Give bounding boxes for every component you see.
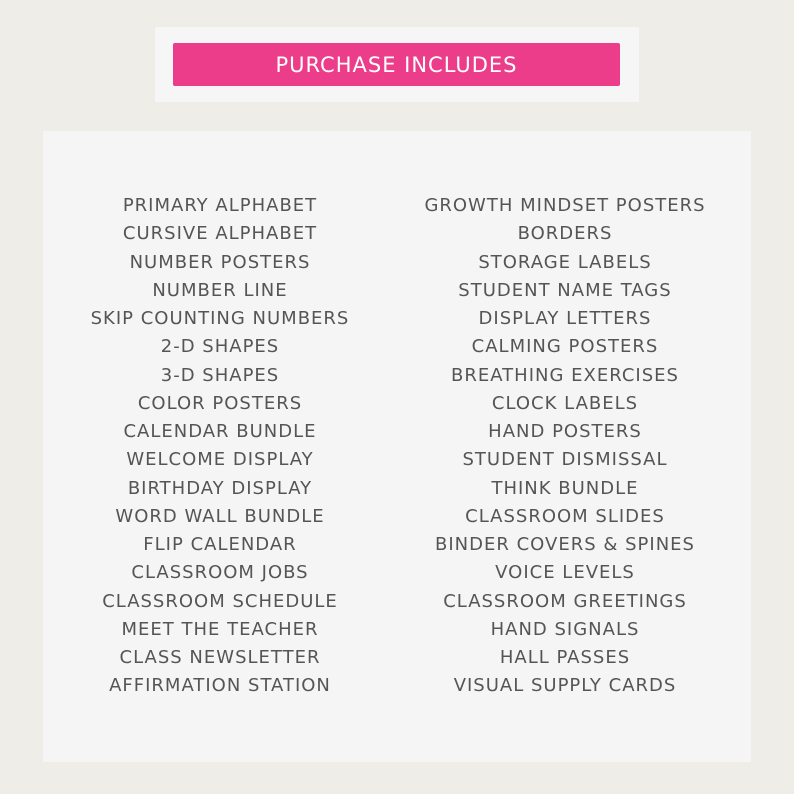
list-item: PRIMARY ALPHABET [122,195,318,216]
list-item: CURSIVE ALPHABET [122,223,318,245]
list-item: CLASSROOM JOBS [131,562,309,584]
list-item: VISUAL SUPPLY CARDS [453,675,677,697]
list-item: WELCOME DISPLAY [126,449,314,471]
list-item: COLOR POSTERS [137,392,303,414]
list-item: MEET THE TEACHER [121,618,319,640]
list-item: THINK BUNDLE [491,477,639,499]
list-item: HALL PASSES [499,647,631,668]
list-item: CALENDAR BUNDLE [123,421,317,442]
list-item: NUMBER POSTERS [129,251,311,273]
list-item: CLOCK LABELS [491,392,639,414]
list-item: CLASS NEWSLETTER [119,647,321,668]
list-item: STUDENT DISMISSAL [462,449,668,471]
list-item: BORDERS [517,223,613,245]
list-item: HAND POSTERS [488,421,642,442]
list-item: BREATHING EXERCISES [451,364,679,386]
list-item: BINDER COVERS & SPINES [435,534,695,555]
purchase-includes-banner: PURCHASE INCLUDES [173,43,620,86]
list-item: CALMING POSTERS [471,336,659,358]
list-item: CLASSROOM SLIDES [465,505,665,527]
list-item: 3-D SHAPES [160,364,280,386]
list-item: SKIP COUNTING NUMBERS [90,308,350,329]
list-item: STORAGE LABELS [478,251,652,273]
list-item: AFFIRMATION STATION [109,675,331,697]
list-item: 2-D SHAPES [160,336,280,358]
list-item: DISPLAY LETTERS [478,308,652,329]
list-item: BIRTHDAY DISPLAY [127,477,313,499]
list-item: GROWTH MINDSET POSTERS [424,195,706,216]
list-item: CLASSROOM GREETINGS [443,590,687,612]
right-column-list [405,192,725,701]
list-item: VOICE LEVELS [495,562,635,584]
list-item: WORD WALL BUNDLE [115,505,325,527]
left-column-list [75,192,365,701]
list-item: FLIP CALENDAR [143,534,297,555]
list-item: NUMBER LINE [152,279,288,301]
header-card [155,27,639,102]
list-item: CLASSROOM SCHEDULE [102,590,338,612]
list-item: HAND SIGNALS [490,618,640,640]
includes-list-card [43,131,751,762]
list-item: STUDENT NAME TAGS [458,279,672,301]
